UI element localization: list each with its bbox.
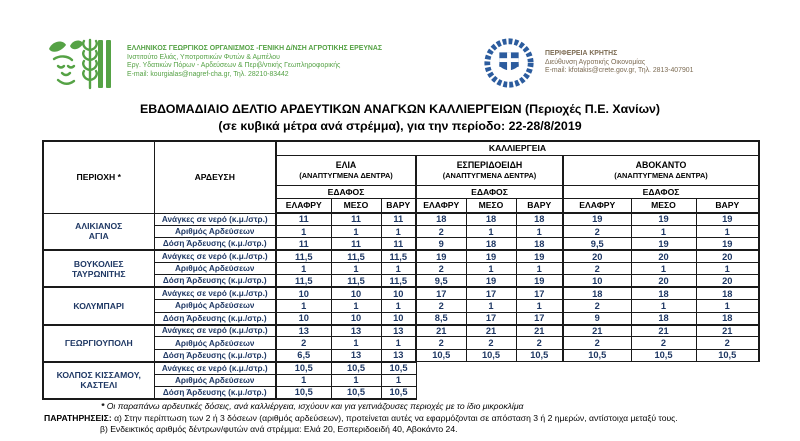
- soil-type-header: ΕΛΑΦΡΥ: [416, 198, 466, 213]
- crop-subtitle: (ΑΝΑΠΤΥΓΜΕΝΑ ΔΕΝΤΡΑ): [299, 171, 393, 180]
- value-cell: 11: [331, 238, 381, 250]
- value-cell: 20: [631, 275, 696, 287]
- value-cell: 19: [631, 238, 696, 250]
- title-line-1: ΕΒΔΟΜΑΔΙΑΙΟ ΔΕΛΤΙΟ ΑΡΔΕΥΤΙΚΩΝ ΑΝΑΓΚΩΝ ΚΑΛΛΙΕΡΓΕΙΩΝ (Περιοχές Π.Ε. Χανίων): [139, 102, 661, 116]
- value-cell: 10,5: [563, 349, 631, 361]
- value-cell: 11,5: [276, 250, 331, 262]
- value-cell: 1: [276, 300, 331, 312]
- crop-name: ΕΣΠΕΡΙΔΟΕΙΔΗ: [456, 160, 523, 170]
- row-label: Ανάγκες σε νερό (κ.μ./στρ.): [154, 362, 276, 374]
- row-label: Δόση Άρδευσης (κ.μ./στρ.): [154, 238, 276, 250]
- value-cell: 1: [466, 300, 516, 312]
- value-cell: 1: [381, 374, 416, 386]
- empty-cell: [466, 386, 516, 398]
- value-cell: 19: [516, 275, 563, 287]
- value-cell: 11,5: [381, 275, 416, 287]
- value-cell: 13: [331, 325, 381, 337]
- soil-type-header: ΒΑΡΥ: [696, 198, 759, 213]
- value-cell: 10: [331, 287, 381, 299]
- value-cell: 17: [416, 287, 466, 299]
- value-cell: 11,5: [276, 275, 331, 287]
- org-name: ΕΛΛΗΝΙΚΟΣ ΓΕΩΡΓΙΚΟΣ ΟΡΓΑΝΙΣΜΟΣ -ΓΕΝΙΚΗ Δ/ΝΣΗ ΑΓΡΟΤΙΚΗΣ ΕΡΕΥΝΑΣ: [127, 45, 383, 52]
- value-cell: 18: [516, 213, 563, 225]
- value-cell: 2: [416, 225, 466, 237]
- value-cell: 9,5: [563, 238, 631, 250]
- value-cell: 20: [631, 250, 696, 262]
- empty-cell: [631, 374, 696, 386]
- header-left-block: [46, 38, 382, 95]
- region-name-cell: ΚΟΛΠΟΣ ΚΙΣΣΑΜΟΥ, ΚΑΣΤΕΛΙ: [43, 362, 154, 399]
- value-cell: 2: [276, 337, 331, 349]
- value-cell: 18: [563, 287, 631, 299]
- soil-header: ΕΔΑΦΟΣ: [563, 185, 759, 198]
- value-cell: 19: [516, 250, 563, 262]
- value-cell: 2: [563, 263, 631, 275]
- value-cell: 1: [276, 263, 331, 275]
- empty-cell: [466, 362, 516, 374]
- value-cell: 9: [563, 312, 631, 324]
- value-cell: 21: [416, 325, 466, 337]
- value-cell: 1: [276, 374, 331, 386]
- soil-header: ΕΔΑΦΟΣ: [276, 185, 416, 198]
- value-cell: 19: [696, 213, 759, 225]
- value-cell: 9,5: [416, 275, 466, 287]
- asterisk-note: * Οι παραπάνω αρδευτικές δόσεις, ανά καλλιέργεια, ισχύουν και για γειτνιάζουσες περιοχές με το ίδιο μικροκλίμα: [101, 401, 524, 411]
- region-name-cell: ΑΛΙΚΙΑΝΟΣ ΑΓΙΑ: [43, 213, 154, 250]
- value-cell: 1: [331, 300, 381, 312]
- remark-b: β) Ενδεικτικός αριθμός δέντρων/φυτών ανά στρέμμα: Ελιά 20, Εσπεριδοειδή 40, Αβοκάντο 24.: [100, 424, 458, 435]
- value-cell: 9: [416, 238, 466, 250]
- value-cell: 17: [466, 287, 516, 299]
- value-cell: 10: [276, 312, 331, 324]
- row-label: Δόση Άρδευσης (κ.μ./στρ.): [154, 349, 276, 361]
- value-cell: 18: [696, 312, 759, 324]
- value-cell: 1: [466, 225, 516, 237]
- empty-cell: [416, 362, 466, 374]
- value-cell: 6,5: [276, 349, 331, 361]
- region-name: ΠΕΡΙΦΕΡΕΙΑ ΚΡΗΤΗΣ: [545, 50, 618, 57]
- value-cell: 13: [276, 325, 331, 337]
- region-contact: E-mail: kfotakis@crete.gov.gr, Τηλ. 2813-407901: [545, 67, 694, 75]
- value-cell: 2: [466, 337, 516, 349]
- value-cell: 2: [563, 300, 631, 312]
- value-cell: 19: [563, 213, 631, 225]
- value-cell: 17: [466, 312, 516, 324]
- value-cell: 1: [631, 225, 696, 237]
- value-cell: 1: [696, 263, 759, 275]
- value-cell: 1: [331, 225, 381, 237]
- value-cell: 10: [381, 312, 416, 324]
- title-line-2: (σε κυβικά μέτρα ανά στρέμμα), για την περίοδο: 22-28/8/2019: [218, 119, 582, 133]
- row-label: Δόση Άρδευσης (κ.μ./στρ.): [154, 386, 276, 398]
- value-cell: 21: [563, 325, 631, 337]
- value-cell: 13: [381, 349, 416, 361]
- crop-header-avocado: [563, 155, 759, 185]
- soil-type-header: ΜΕΣΟ: [331, 198, 381, 213]
- value-cell: 10,5: [331, 362, 381, 374]
- value-cell: 19: [416, 250, 466, 262]
- value-cell: 2: [516, 337, 563, 349]
- soil-type-header: ΜΕΣΟ: [466, 198, 516, 213]
- value-cell: 18: [466, 238, 516, 250]
- value-cell: 17: [516, 312, 563, 324]
- soil-type-header: ΒΑΡΥ: [381, 198, 416, 213]
- value-cell: 2: [416, 337, 466, 349]
- value-cell: 11: [381, 213, 416, 225]
- value-cell: 17: [516, 287, 563, 299]
- empty-cell: [631, 386, 696, 398]
- empty-cell: [563, 362, 631, 374]
- org-contact: E-mail: kourgialas@nagref-cha.gr, Τηλ. 28210-83442: [127, 71, 289, 79]
- value-cell: 21: [696, 325, 759, 337]
- value-cell: 1: [516, 263, 563, 275]
- value-cell: 2: [563, 337, 631, 349]
- value-cell: 21: [516, 325, 563, 337]
- empty-cell: [516, 374, 563, 386]
- value-cell: 2: [416, 300, 466, 312]
- value-cell: 11,5: [381, 250, 416, 262]
- value-cell: 18: [631, 287, 696, 299]
- value-cell: 1: [466, 263, 516, 275]
- elgo-wheat-logo-icon: [46, 38, 112, 95]
- empty-cell: [563, 386, 631, 398]
- value-cell: 13: [381, 325, 416, 337]
- soil-type-header: ΕΛΑΦΡΥ: [563, 198, 631, 213]
- row-label: Ανάγκες σε νερό (κ.μ./στρ.): [154, 325, 276, 337]
- row-label: Αριθμός Αρδεύσεων: [154, 300, 276, 312]
- value-cell: 10,5: [466, 349, 516, 361]
- row-label: Αριθμός Αρδεύσεων: [154, 337, 276, 349]
- value-cell: 2: [696, 337, 759, 349]
- value-cell: 1: [331, 337, 381, 349]
- row-label: Ανάγκες σε νερό (κ.μ./στρ.): [154, 250, 276, 262]
- empty-cell: [563, 374, 631, 386]
- irrigation-column-header: ΑΡΔΕΥΣΗ: [154, 141, 276, 213]
- org-address-block: [127, 38, 382, 95]
- value-cell: 21: [466, 325, 516, 337]
- irrigation-table: [42, 140, 760, 400]
- empty-cell: [696, 386, 759, 398]
- region-directorate: Διεύθυνση Αγροτικής Οικονομίας: [545, 58, 646, 66]
- value-cell: 10,5: [416, 349, 466, 361]
- crop-subtitle: (ΑΝΑΠΤΥΓΜΕΝΑ ΔΕΝΤΡΑ): [442, 171, 537, 180]
- crop-name: ΑΒΟΚΑΝΤΟ: [635, 160, 687, 170]
- value-cell: 10: [276, 287, 331, 299]
- value-cell: 1: [381, 263, 416, 275]
- value-cell: 2: [563, 225, 631, 237]
- value-cell: 13: [331, 349, 381, 361]
- value-cell: 1: [331, 263, 381, 275]
- value-cell: 11: [276, 213, 331, 225]
- crops-header: ΚΑΛΛΙΕΡΓΕΙΑ: [276, 141, 759, 155]
- value-cell: 1: [631, 263, 696, 275]
- value-cell: 11: [331, 213, 381, 225]
- row-label: Ανάγκες σε νερό (κ.μ./στρ.): [154, 287, 276, 299]
- crop-name: ΕΛΙΑ: [335, 160, 357, 170]
- value-cell: 1: [381, 225, 416, 237]
- value-cell: 1: [276, 225, 331, 237]
- empty-cell: [416, 386, 466, 398]
- value-cell: 18: [416, 213, 466, 225]
- crop-header-olive: [276, 155, 416, 185]
- value-cell: 19: [466, 250, 516, 262]
- value-cell: 11,5: [331, 275, 381, 287]
- value-cell: 2: [416, 263, 466, 275]
- empty-cell: [516, 386, 563, 398]
- value-cell: 10,5: [696, 349, 759, 361]
- value-cell: 20: [696, 275, 759, 287]
- region-name-cell: ΚΟΛΥΜΠΑΡΙ: [43, 287, 154, 324]
- region-address-block: [545, 36, 693, 95]
- greek-republic-emblem-icon: [482, 36, 536, 95]
- region-column-header: ΠΕΡΙΟΧΗ *: [43, 141, 154, 213]
- value-cell: 10,5: [631, 349, 696, 361]
- value-cell: 10,5: [381, 386, 416, 398]
- empty-cell: [416, 374, 466, 386]
- value-cell: 1: [516, 225, 563, 237]
- soil-header: ΕΔΑΦΟΣ: [416, 185, 563, 198]
- empty-cell: [696, 374, 759, 386]
- value-cell: 10: [381, 287, 416, 299]
- value-cell: 1: [631, 300, 696, 312]
- org-lab: Εργ. Υδατικών Πόρων - Αρδεύσεων & Περιβ/ντικής Γεωπληροφορικής: [127, 62, 341, 70]
- value-cell: 19: [696, 238, 759, 250]
- value-cell: 20: [563, 250, 631, 262]
- value-cell: 2: [631, 337, 696, 349]
- value-cell: 10,5: [276, 386, 331, 398]
- soil-type-header: ΒΑΡΥ: [516, 198, 563, 213]
- remark-a: ΠΑΡΑΤΗΡΗΣΕΙΣ: α) Στην περίπτωση των 2 ή 3 δόσεων (αριθμός αρδεύσεων), προτείνεται αυτές να εφαρμόζονται σε απόσταση 3 ή 2 ημερών, αντίστοιχα μεταξύ τους.: [44, 412, 678, 423]
- region-name-cell: ΒΟΥΚΟΛΙΕΣ ΤΑΥΡΩΝΙΤΗΣ: [43, 250, 154, 287]
- value-cell: 18: [466, 213, 516, 225]
- region-name-cell: ΓΕΩΡΓΙΟΥΠΟΛΗ: [43, 325, 154, 362]
- value-cell: 18: [696, 287, 759, 299]
- empty-cell: [516, 362, 563, 374]
- value-cell: 19: [466, 275, 516, 287]
- irrigation-table-wrapper: [42, 140, 760, 400]
- crop-header-citrus: [416, 155, 563, 185]
- row-label: Ανάγκες σε νερό (κ.μ./στρ.): [154, 213, 276, 225]
- value-cell: 10,5: [516, 349, 563, 361]
- empty-cell: [466, 374, 516, 386]
- document-title: [0, 101, 800, 135]
- row-label: Αριθμός Αρδεύσεων: [154, 374, 276, 386]
- crop-subtitle: (ΑΝΑΠΤΥΓΜΕΝΑ ΔΕΝΤΡΑ): [614, 171, 708, 180]
- soil-type-header: ΜΕΣΟ: [631, 198, 696, 213]
- value-cell: 10: [563, 275, 631, 287]
- row-label: Δόση Άρδευσης (κ.μ./στρ.): [154, 312, 276, 324]
- row-label: Αριθμός Αρδεύσεων: [154, 263, 276, 275]
- empty-cell: [696, 362, 759, 374]
- footnotes-block: [44, 401, 760, 436]
- header-right-block: [482, 36, 693, 95]
- value-cell: 1: [696, 300, 759, 312]
- value-cell: 18: [631, 312, 696, 324]
- row-label: Αριθμός Αρδεύσεων: [154, 225, 276, 237]
- value-cell: 1: [516, 300, 563, 312]
- value-cell: 21: [631, 325, 696, 337]
- value-cell: 1: [696, 225, 759, 237]
- value-cell: 11,5: [331, 250, 381, 262]
- row-label: Δόση Άρδευσης (κ.μ./στρ.): [154, 275, 276, 287]
- value-cell: 10,5: [381, 362, 416, 374]
- empty-cell: [631, 362, 696, 374]
- value-cell: 1: [381, 337, 416, 349]
- value-cell: 11: [381, 238, 416, 250]
- value-cell: 11: [276, 238, 331, 250]
- value-cell: 1: [331, 374, 381, 386]
- value-cell: 1: [381, 300, 416, 312]
- remarks-label: ΠΑΡΑΤΗΡΗΣΕΙΣ:: [44, 412, 112, 423]
- org-institute: Ινστιτούτο Ελιάς, Υποτροπικών Φυτών & Αμπέλου: [127, 53, 280, 61]
- value-cell: 8,5: [416, 312, 466, 324]
- value-cell: 18: [516, 238, 563, 250]
- value-cell: 10,5: [276, 362, 331, 374]
- value-cell: 10,5: [331, 386, 381, 398]
- value-cell: 19: [631, 213, 696, 225]
- value-cell: 20: [696, 250, 759, 262]
- value-cell: 10: [331, 312, 381, 324]
- soil-type-header: ΕΛΑΦΡΥ: [276, 198, 331, 213]
